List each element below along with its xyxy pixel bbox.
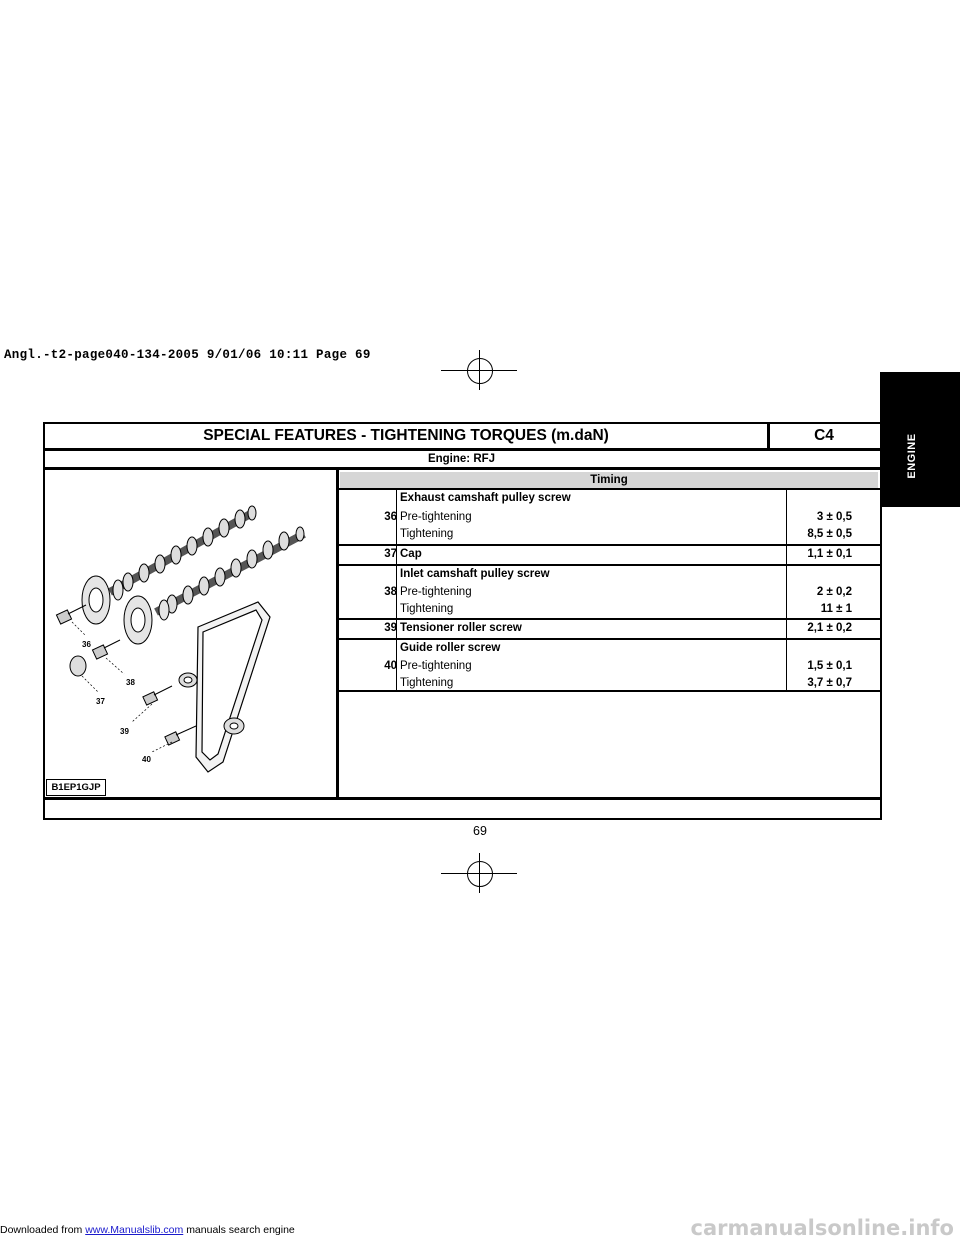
row-38-tight-label: Tightening: [400, 603, 454, 615]
watermark-text: carmanualsonline.info: [690, 1216, 954, 1240]
row-37-value: 1,1 ± 0,1: [807, 548, 852, 560]
row-37-number: 37: [384, 548, 397, 560]
row-40-tight-value: 3,7 ± 0,7: [807, 677, 852, 689]
row-36-name: Exhaust camshaft pulley screw: [400, 492, 571, 504]
divider: [338, 638, 880, 640]
row-39-number: 39: [384, 622, 397, 634]
divider: [338, 544, 880, 546]
divider: [338, 488, 880, 490]
divider: [45, 797, 880, 800]
engine-section-tab: [880, 372, 960, 507]
screw-38-drawing: [92, 640, 120, 659]
cap-37-drawing: [70, 656, 86, 676]
divider: [338, 564, 880, 566]
tensioner-roller-drawing: [179, 673, 197, 687]
footer-prefix: Downloaded from: [0, 1224, 83, 1236]
row-36-pre-label: Pre-tightening: [400, 511, 472, 523]
inlet-camshaft-drawing: [156, 527, 304, 613]
divider: [767, 424, 770, 448]
divider: [45, 467, 880, 470]
page-number: 69: [473, 824, 487, 838]
divider: [338, 618, 880, 620]
row-36-tight-value: 8,5 ± 0,5: [807, 528, 852, 540]
row-38-tight-value: 11 ± 1: [820, 603, 852, 615]
callout-40: 40: [142, 755, 151, 764]
row-38-pre-value: 2 ± 0,2: [816, 586, 852, 598]
row-36-number: 36: [384, 511, 397, 523]
row-39-name: Tensioner roller screw: [400, 622, 522, 634]
row-38-pre-label: Pre-tightening: [400, 586, 472, 598]
engine-tab-label: ENGINE: [906, 433, 918, 479]
row-36-pre-value: 3 ± 0,5: [816, 511, 852, 523]
guide-roller-drawing: [224, 718, 244, 734]
footer-suffix: manuals search engine: [186, 1224, 295, 1236]
engine-label: Engine: RFJ: [427, 453, 496, 465]
table-row: [340, 568, 878, 620]
row-40-pre-label: Pre-tightening: [400, 660, 472, 672]
crop-mark-circle: [467, 358, 493, 384]
row-40-name: Guide roller screw: [400, 642, 501, 654]
callout-36: 36: [82, 640, 91, 649]
timing-parts-illustration: [48, 472, 332, 792]
table-row: [340, 492, 878, 546]
exhaust-pulley-drawing: [82, 576, 123, 624]
inlet-pulley-drawing: [124, 596, 169, 644]
row-40-pre-value: 1,5 ± 0,1: [807, 660, 852, 672]
crop-mark-circle: [467, 861, 493, 887]
row-40-number: 40: [384, 660, 397, 672]
row-39-value: 2,1 ± 0,2: [807, 622, 852, 634]
row-36-tight-label: Tightening: [400, 528, 454, 540]
figure-reference: B1EP1GJP: [46, 779, 106, 796]
callout-37: 37: [96, 697, 105, 706]
section-timing-header: Timing: [340, 472, 878, 488]
table-row: [340, 642, 878, 694]
sheet-code: C4: [814, 427, 834, 444]
screw-40-drawing: [165, 726, 196, 745]
row-37-name: Cap: [400, 548, 422, 560]
manualslib-link[interactable]: www.Manualslib.com: [85, 1224, 184, 1236]
divider: [338, 690, 880, 692]
print-stamp: Angl.-t2-page040-134-2005 9/01/06 10:11 Page 69: [4, 348, 371, 362]
row-38-name: Inlet camshaft pulley screw: [400, 568, 550, 580]
exhaust-camshaft-drawing: [110, 506, 256, 592]
divider: [336, 469, 339, 799]
screw-36-drawing: [56, 605, 86, 624]
screw-39-drawing: [143, 686, 172, 705]
row-40-tight-label: Tightening: [400, 677, 454, 689]
callout-39: 39: [120, 727, 129, 736]
timing-belt-drawing: [196, 602, 270, 772]
sheet-title: SPECIAL FEATURES - TIGHTENING TORQUES (m.daN): [203, 427, 609, 444]
callout-38: 38: [126, 678, 135, 687]
row-38-number: 38: [384, 586, 397, 598]
